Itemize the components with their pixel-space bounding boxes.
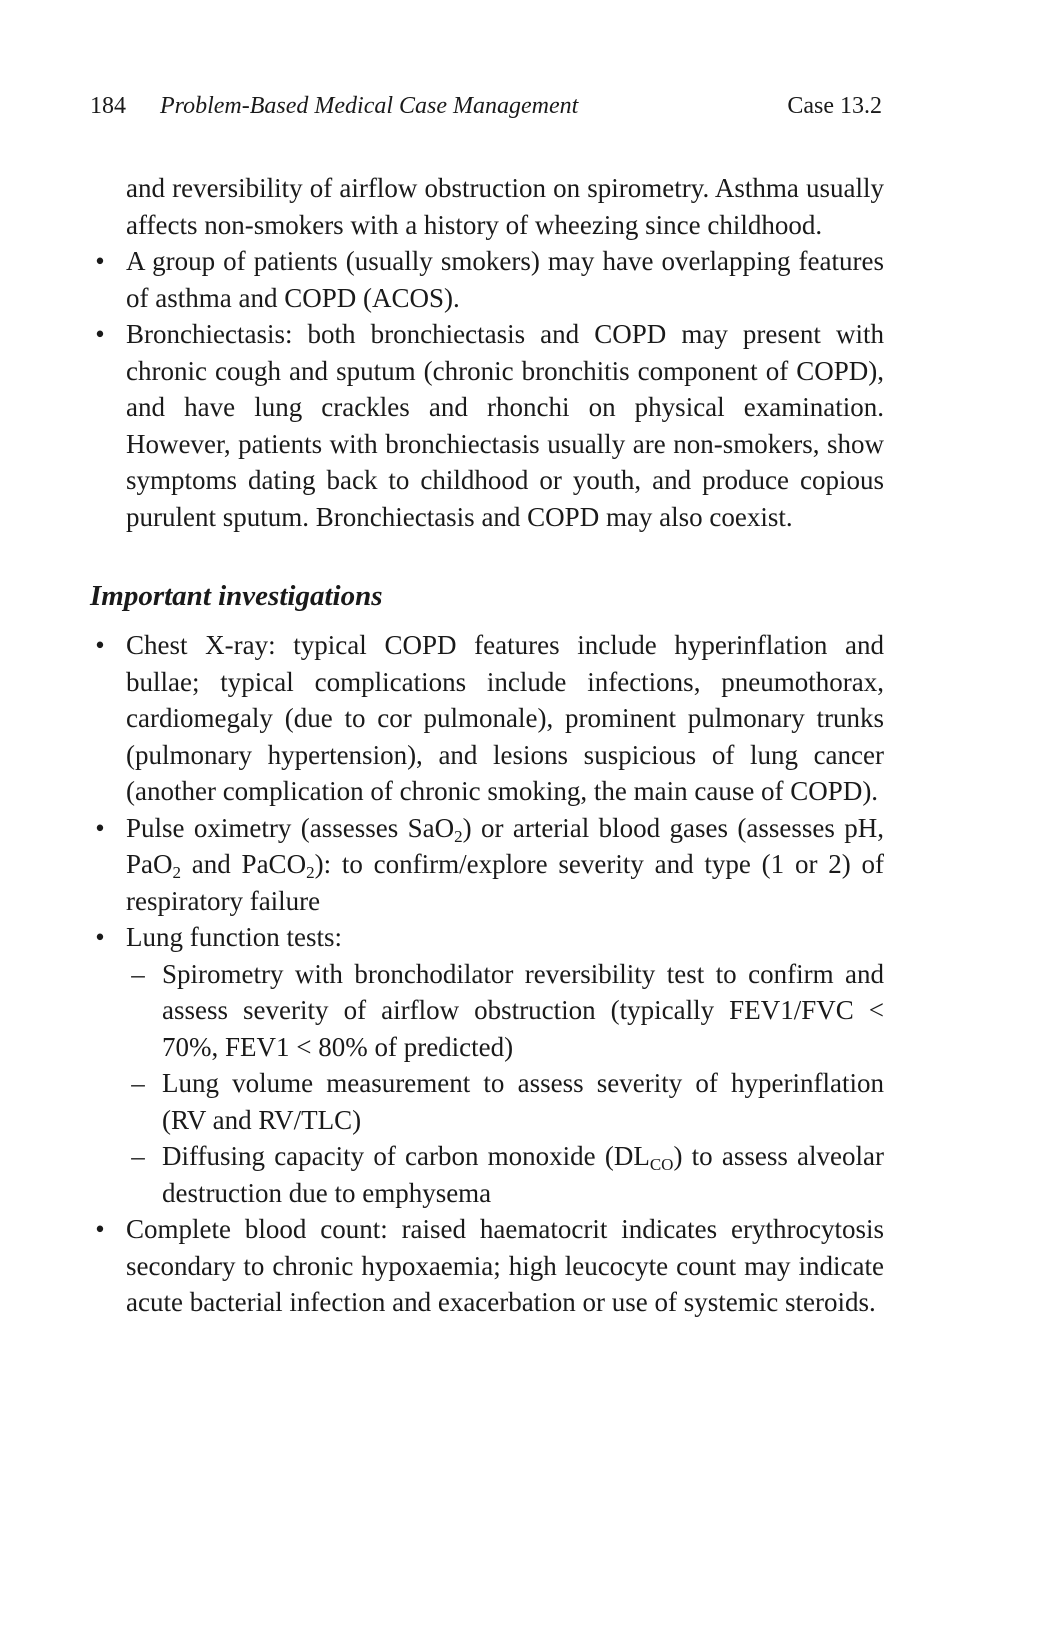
dash-icon: – bbox=[131, 958, 145, 989]
sublist-item-lung-volume bbox=[126, 1065, 884, 1138]
diffusing-text-1: Diffusing capacity of carbon monoxide (DL bbox=[162, 1141, 650, 1171]
continued-paragraph: and reversibility of airflow obstruction on spirometry. Asthma usually affects non-smokers with a history of wheezing since childhood. bbox=[126, 173, 884, 240]
list-item-acos bbox=[90, 243, 884, 316]
sublist-item-diffusing bbox=[126, 1138, 884, 1211]
bullet-icon: • bbox=[95, 812, 105, 843]
sublist-item-text: Spirometry with bronchodilator reversibility test to confirm and assess severity of airflow obstruction (typically FEV1/FVC < 70%, FEV1 < 80% of predicted) bbox=[162, 958, 884, 1062]
investigations-list bbox=[90, 627, 884, 1321]
bullet-icon: • bbox=[95, 922, 105, 952]
subscript-2: 2 bbox=[306, 863, 315, 882]
sublist-item-spirometry bbox=[126, 956, 884, 1066]
subscript-co: CO bbox=[649, 1155, 674, 1174]
list-item-bronchiectasis bbox=[90, 316, 884, 535]
dash-icon: – bbox=[131, 1068, 145, 1098]
oximetry-text-1: Pulse oximetry (assesses SaO bbox=[126, 812, 455, 843]
book-title: Problem-Based Medical Case Management bbox=[160, 93, 579, 119]
list-item-text: Chest X-ray: typical COPD features include hyperinflation and bullae; typical complications include infections, pneumothorax, cardiomegaly (due to cor pulmonale), prominent pulmonary trunks (pulmonary hypertension), and lesions suspicious of lung cancer (another complication of chronic smoking, the main cause of COPD). bbox=[126, 630, 884, 806]
subscript-2: 2 bbox=[454, 826, 463, 846]
bullet-icon: • bbox=[95, 630, 105, 660]
list-item-text: Complete blood count: raised haematocrit indicates erythrocytosis secondary to chronic hypoxaemia; high leucocyte count may indicate acute bacterial infection and exacerbation or use of systemic steroids. bbox=[126, 1214, 884, 1317]
list-item-chest-xray bbox=[90, 627, 884, 810]
page-body bbox=[90, 170, 884, 1321]
lung-function-sublist bbox=[126, 956, 884, 1212]
oximetry-text-3: and PaCO bbox=[181, 849, 307, 879]
bullet-icon: • bbox=[95, 1214, 105, 1244]
running-head bbox=[90, 88, 882, 124]
section-heading: Important investigations bbox=[90, 580, 383, 612]
page-number: 184 bbox=[90, 93, 126, 119]
list-item-blood-count bbox=[90, 1211, 884, 1321]
subscript-2: 2 bbox=[172, 863, 181, 882]
case-label: Case 13.2 bbox=[787, 93, 882, 119]
oximetry-text-4: ): to confirm/explore severity and type (1 or 2) of respiratory failure bbox=[126, 849, 884, 916]
differential-list bbox=[90, 243, 884, 535]
diffusing-text-2: ) to assess alveolar destruction due to emphysema bbox=[162, 1141, 884, 1208]
bullet-icon: • bbox=[95, 246, 105, 276]
dash-icon: – bbox=[131, 1141, 145, 1171]
list-item-oximetry bbox=[90, 810, 884, 920]
sublist-item-text: Lung volume measurement to assess severity of hyperinflation (RV and RV/TLC) bbox=[162, 1068, 884, 1135]
list-item-lung-function bbox=[90, 919, 884, 1211]
bullet-icon: • bbox=[95, 319, 105, 349]
oximetry-text-2: ) or arterial blood gases (assesses pH, PaO bbox=[126, 812, 885, 879]
list-item-text: Bronchiectasis: both bronchiectasis and COPD may present with chronic cough and sputum (chronic bronchitis component of COPD), and have lung crackles and rhonchi on physical examination. However, patients with bronchiectasis usually are non-smokers, show symptoms dating back to childhood or youth, and produce copious purulent sputum. Bronchiectasis and COPD may also coexist. bbox=[126, 319, 884, 532]
list-item-text: Lung function tests: bbox=[126, 922, 342, 952]
list-item-text: A group of patients (usually smokers) may have overlapping features of asthma and COPD (ACOS). bbox=[126, 246, 884, 313]
